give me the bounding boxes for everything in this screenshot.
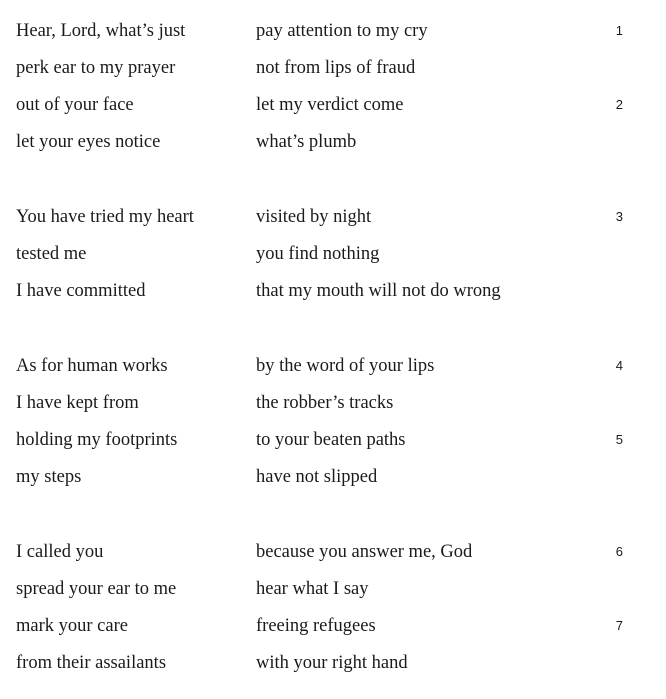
stanza-1 — [0, 20, 666, 168]
line-right-text: to your beaten paths — [256, 430, 406, 450]
line-left-text: I have committed — [16, 281, 146, 301]
line-left-text: As for human works — [16, 356, 168, 376]
line-left-text: mark your care — [16, 616, 128, 636]
poem-line — [0, 57, 666, 94]
line-left-text: tested me — [16, 244, 87, 264]
line-left-text: let your eyes notice — [16, 132, 161, 152]
line-right-text: have not slipped — [256, 467, 378, 487]
poem-line — [0, 466, 666, 503]
stanza-2 — [0, 206, 666, 317]
line-right-text: pay attention to my cry — [256, 21, 428, 41]
line-left-text: I have kept from — [16, 393, 139, 413]
verse-number: 1 — [615, 23, 623, 38]
line-right-text: the robber’s tracks — [256, 393, 394, 413]
line-right-text: visited by night — [256, 207, 372, 227]
poem-line — [0, 243, 666, 280]
poem-line — [0, 280, 666, 317]
poem-line — [0, 392, 666, 429]
line-right-text: with your right hand — [256, 653, 408, 673]
poem-line — [0, 20, 666, 57]
poem-line — [0, 429, 666, 466]
line-right-text: let my verdict come — [256, 95, 404, 115]
verse-number: 7 — [615, 618, 623, 633]
line-right-text: you find nothing — [256, 244, 380, 264]
poem-line — [0, 355, 666, 392]
line-left-text: from their assailants — [16, 653, 167, 673]
line-right-text: by the word of your lips — [256, 356, 435, 376]
line-left-text: You have tried my heart — [16, 207, 194, 227]
verse-number: 5 — [615, 432, 623, 447]
line-left-text: my steps — [16, 467, 82, 487]
poem-line — [0, 578, 666, 615]
stanza-3 — [0, 355, 666, 503]
line-right-text: that my mouth will not do wrong — [256, 281, 501, 301]
line-right-text: not from lips of fraud — [256, 58, 416, 78]
verse-number: 4 — [615, 358, 623, 373]
line-right-text: hear what I say — [256, 579, 369, 599]
line-right-text: freeing refugees — [256, 616, 376, 636]
verse-number: 6 — [615, 544, 623, 559]
line-left-text: I called you — [16, 542, 104, 562]
line-left-text: holding my footprints — [16, 430, 178, 450]
verse-number: 3 — [615, 209, 623, 224]
line-left-text: Hear, Lord, what’s just — [16, 21, 186, 41]
poem-line — [0, 131, 666, 168]
poem-line — [0, 615, 666, 652]
line-right-text: what’s plumb — [256, 132, 357, 152]
poem-line — [0, 94, 666, 131]
poem-line — [0, 206, 666, 243]
verse-number: 2 — [615, 97, 623, 112]
line-right-text: because you answer me, God — [256, 542, 473, 562]
line-left-text: perk ear to my prayer — [16, 58, 176, 78]
poem-line — [0, 652, 666, 689]
line-left-text: out of your face — [16, 95, 134, 115]
stanza-4 — [0, 541, 666, 689]
poem-line — [0, 541, 666, 578]
line-left-text: spread your ear to me — [16, 579, 177, 599]
